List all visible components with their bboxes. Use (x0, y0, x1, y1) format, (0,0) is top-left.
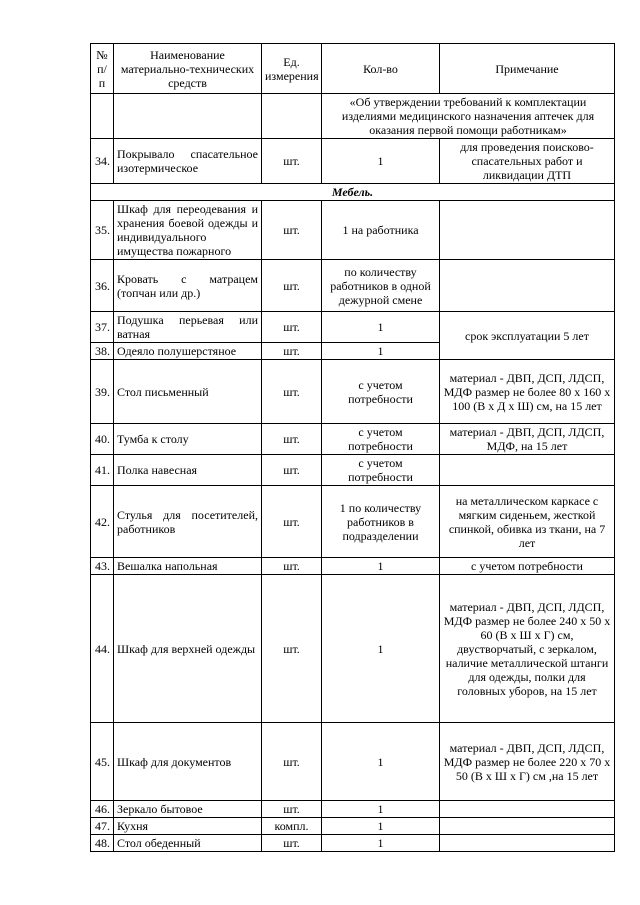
row-num: 35. (91, 201, 114, 260)
table-row (91, 723, 615, 801)
row-name: Шкаф для документов (114, 723, 262, 801)
equipment-table (90, 43, 615, 852)
row-name: Подушка перьевая или ватная (114, 312, 262, 343)
row-note: на металлическом каркасе с мягким сиденьем, жесткой спинкой, обивка из ткани, на 7 лет (440, 486, 615, 558)
row-qty: 1 (322, 801, 440, 818)
row-note (440, 201, 615, 260)
row-note: материал - ДВП, ДСП, ЛДСП, МДФ размер не более 240 х 50 х 60 (В х Ш х Г) см, двустворчатый, с зеркалом, наличие металлической штанги для одежды, полки для головных уборов, на 15 лет (440, 575, 615, 723)
row-note (440, 455, 615, 486)
row-name: Вешалка напольная (114, 558, 262, 575)
table-row (91, 360, 615, 424)
row-qty: 1 (322, 343, 440, 360)
row-name: Кровать с матрацем (топчан или др.) (114, 260, 262, 312)
row-qty: с учетом потребности (322, 455, 440, 486)
table-row (91, 312, 615, 343)
row-name: Кухня (114, 818, 262, 835)
row-qty: 1 (322, 835, 440, 852)
reference-row (91, 94, 615, 139)
row-name: Шкаф для переодевания и хранения боевой одежды и индивидуального имущества пожарного (114, 201, 262, 260)
row-unit: шт. (262, 343, 322, 360)
row-qty: 1 (322, 723, 440, 801)
row-unit: шт. (262, 312, 322, 343)
row-note (440, 801, 615, 818)
row-unit: шт. (262, 801, 322, 818)
row-qty: 1 на работника (322, 201, 440, 260)
row-name: Полка навесная (114, 455, 262, 486)
row-unit: шт. (262, 835, 322, 852)
reference-empty-unit (262, 94, 322, 139)
table-row (91, 801, 615, 818)
row-qty: 1 (322, 312, 440, 343)
row-num: 36. (91, 260, 114, 312)
row-qty: по количеству работников в одной дежурной смене (322, 260, 440, 312)
table-header-row (91, 44, 615, 94)
header-name: Наименование материально-технических средств (114, 44, 262, 94)
table-row (91, 260, 615, 312)
row-num: 38. (91, 343, 114, 360)
row-unit: шт. (262, 558, 322, 575)
row-qty: 1 по количеству работников в подразделении (322, 486, 440, 558)
row-unit: шт. (262, 486, 322, 558)
table-row (91, 201, 615, 260)
row-note: срок эксплуатации 5 лет (440, 312, 615, 360)
header-qty: Кол-во (322, 44, 440, 94)
row-qty: 1 (322, 139, 440, 184)
row-unit: шт. (262, 424, 322, 455)
row-num: 48. (91, 835, 114, 852)
row-qty: 1 (322, 575, 440, 723)
row-qty: 1 (322, 558, 440, 575)
row-note: с учетом потребности (440, 558, 615, 575)
row-num: 41. (91, 455, 114, 486)
header-note: Примечание (440, 44, 615, 94)
table-row (91, 575, 615, 723)
section-row (91, 184, 615, 201)
row-note (440, 818, 615, 835)
reference-empty-num (91, 94, 114, 139)
section-furniture: Мебель. (91, 184, 615, 201)
row-name: Покрывало спасательное изотермическое (114, 139, 262, 184)
row-num: 37. (91, 312, 114, 343)
table-row (91, 139, 615, 184)
row-name: Одеяло полушерстяное (114, 343, 262, 360)
table-row (91, 558, 615, 575)
row-num: 43. (91, 558, 114, 575)
row-num: 39. (91, 360, 114, 424)
row-num: 44. (91, 575, 114, 723)
row-name: Шкаф для верхней одежды (114, 575, 262, 723)
header-num: № п/п (91, 44, 114, 94)
row-unit: шт. (262, 360, 322, 424)
row-note (440, 260, 615, 312)
row-name: Тумба к столу (114, 424, 262, 455)
row-note: материал - ДВП, ДСП, ЛДСП, МДФ, на 15 лет (440, 424, 615, 455)
row-note: материал - ДВП, ДСП, ЛДСП, МДФ размер не более 220 х 70 х 50 (В х Ш х Г) см ,на 15 лет (440, 723, 615, 801)
table-row (91, 424, 615, 455)
row-name: Стол письменный (114, 360, 262, 424)
row-num: 47. (91, 818, 114, 835)
row-unit: компл. (262, 818, 322, 835)
table-row (91, 455, 615, 486)
row-qty: с учетом потребности (322, 360, 440, 424)
row-unit: шт. (262, 201, 322, 260)
row-qty: 1 (322, 818, 440, 835)
row-num: 46. (91, 801, 114, 818)
row-note (440, 835, 615, 852)
reference-text: «Об утверждении требований к комплектации изделиями медицинского назначения аптечек для оказания первой помощи работникам» (322, 94, 615, 139)
header-unit: Ед. измерения (262, 44, 322, 94)
row-num: 34. (91, 139, 114, 184)
row-note: для проведения поисково-спасательных работ и ликвидации ДТП (440, 139, 615, 184)
row-unit: шт. (262, 139, 322, 184)
row-name: Стулья для посетителей, работников (114, 486, 262, 558)
row-num: 42. (91, 486, 114, 558)
reference-empty-name (114, 94, 262, 139)
row-num: 45. (91, 723, 114, 801)
row-note: материал - ДВП, ДСП, ЛДСП, МДФ размер не более 80 х 160 х 100 (В х Д х Ш) см, на 15 лет (440, 360, 615, 424)
row-num: 40. (91, 424, 114, 455)
table-row (91, 835, 615, 852)
row-name: Зеркало бытовое (114, 801, 262, 818)
row-unit: шт. (262, 575, 322, 723)
row-unit: шт. (262, 455, 322, 486)
table-row (91, 818, 615, 835)
row-qty: с учетом потребности (322, 424, 440, 455)
row-unit: шт. (262, 260, 322, 312)
row-unit: шт. (262, 723, 322, 801)
row-name: Стол обеденный (114, 835, 262, 852)
table-row (91, 486, 615, 558)
